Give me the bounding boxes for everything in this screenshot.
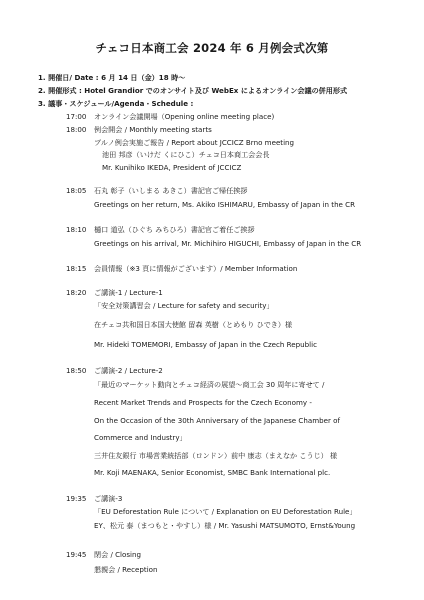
agenda-detail: 「最近のマーケット動向とチェコ経済の展望〜商工会 30 周年に寄せて / [94,380,325,389]
agenda-item-1815 [66,264,297,273]
agenda-title: ご講演-3 [94,494,123,503]
agenda-detail: 池田 邦彦（いけだ くにひこ）チェコ日本商工会会長 [102,150,270,159]
agenda-detail: Mr. Hideki TOMEMORI, Embassy of Japan in the Czech Republic [94,340,318,349]
agenda-detail: 三井住友銀行 市場営業統括部（ロンドン）前中 康志（まえなか こうじ） 様 [94,451,338,460]
agenda-detail: Mr. Koji MAENAKA, Senior Economist, SMBC Bank International plc. [94,468,331,477]
agenda-detail: Mr. Kunihiko IKEDA, President of JCCICZ [102,163,242,172]
agenda-time: 18:00 [66,125,87,134]
agenda-detail: ブルノ例会実施ご報告 / Report about JCCICZ Brno meeting [94,138,295,147]
agenda-title: 石丸 彰子（いしまる あきこ）書記官ご帰任挨拶 [94,186,248,195]
agenda-item-1800 [66,125,212,134]
format-line: 2. 開催形式 : Hotel Grandior でのオンサイト及び WebEx によるオンライン会議の併用形式 [38,86,348,95]
agenda-detail: Recent Market Trends and Prospects for the Czech Economy - [94,398,312,407]
agenda-item-1805 [66,186,247,195]
agenda-detail: 「EU Deforestation Rule について / Explanation on EU Deforestation Rule」 [94,507,357,516]
agenda-detail: EY、松元 泰（まつもと・やすし）様 / Mr. Yasushi MATSUMOTO, Ernst&Young [94,521,356,530]
agenda-time: 18:15 [66,264,87,273]
agenda-title: 例会開会 / Monthly meeting starts [94,125,212,134]
agenda-title: ご講演-1 / Lecture-1 [94,288,163,297]
agenda-time: 18:20 [66,288,87,297]
agenda-title: 樋口 道弘（ひぐち みちひろ）書記官ご着任ご挨拶 [94,225,255,234]
agenda-item-1820 [66,288,163,297]
agenda-heading: 3. 議事・スケジュール/Agenda・Schedule : [38,99,194,108]
agenda-detail: Commerce and Industry」 [94,433,187,442]
agenda-detail: Greetings on her return, Ms. Akiko ISHIMARU, Embassy of Japan in the CR [94,200,356,209]
agenda-item-1810 [66,225,255,234]
agenda-time: 19:45 [66,550,87,559]
agenda-title: オンライン会議開場（Opening online meeting place) [94,112,275,121]
agenda-time: 18:05 [66,186,87,195]
agenda-title: ご講演-2 / Lecture-2 [94,366,163,375]
agenda-time: 18:50 [66,366,87,375]
agenda-time: 19:35 [66,494,87,503]
agenda-detail: On the Occasion of the 30th Anniversary of the Japanese Chamber of [94,416,341,425]
agenda-item-1700 [66,112,274,121]
agenda-time: 17:00 [66,112,87,121]
agenda-item-1945 [66,550,141,559]
agenda-detail: 「安全対策講習会 / Lecture for safety and security」 [94,301,274,310]
agenda-title: 閉会 / Closing [94,550,142,559]
agenda-detail: 在チェコ共和国日本国大使館 留森 英樹（とめもり ひでき）様 [94,320,293,329]
agenda-title: 会員情報（※3 頁に情報がございます）/ Member Information [94,264,298,273]
page-title: チェコ日本商工会 2024 年 6 月例会式次第 [95,41,329,55]
date-line: 1. 開催日/ Date : 6 月 14 日（金）18 時〜 [38,73,186,82]
agenda-detail: Greetings on his arrival, Mr. Michihiro HIGUCHI, Embassy of Japan in the CR [94,239,362,248]
agenda-item-1935 [66,494,122,503]
agenda-time: 18:10 [66,225,87,234]
agenda-item-1850 [66,366,163,375]
agenda-detail: 懇親会 / Reception [94,565,158,574]
